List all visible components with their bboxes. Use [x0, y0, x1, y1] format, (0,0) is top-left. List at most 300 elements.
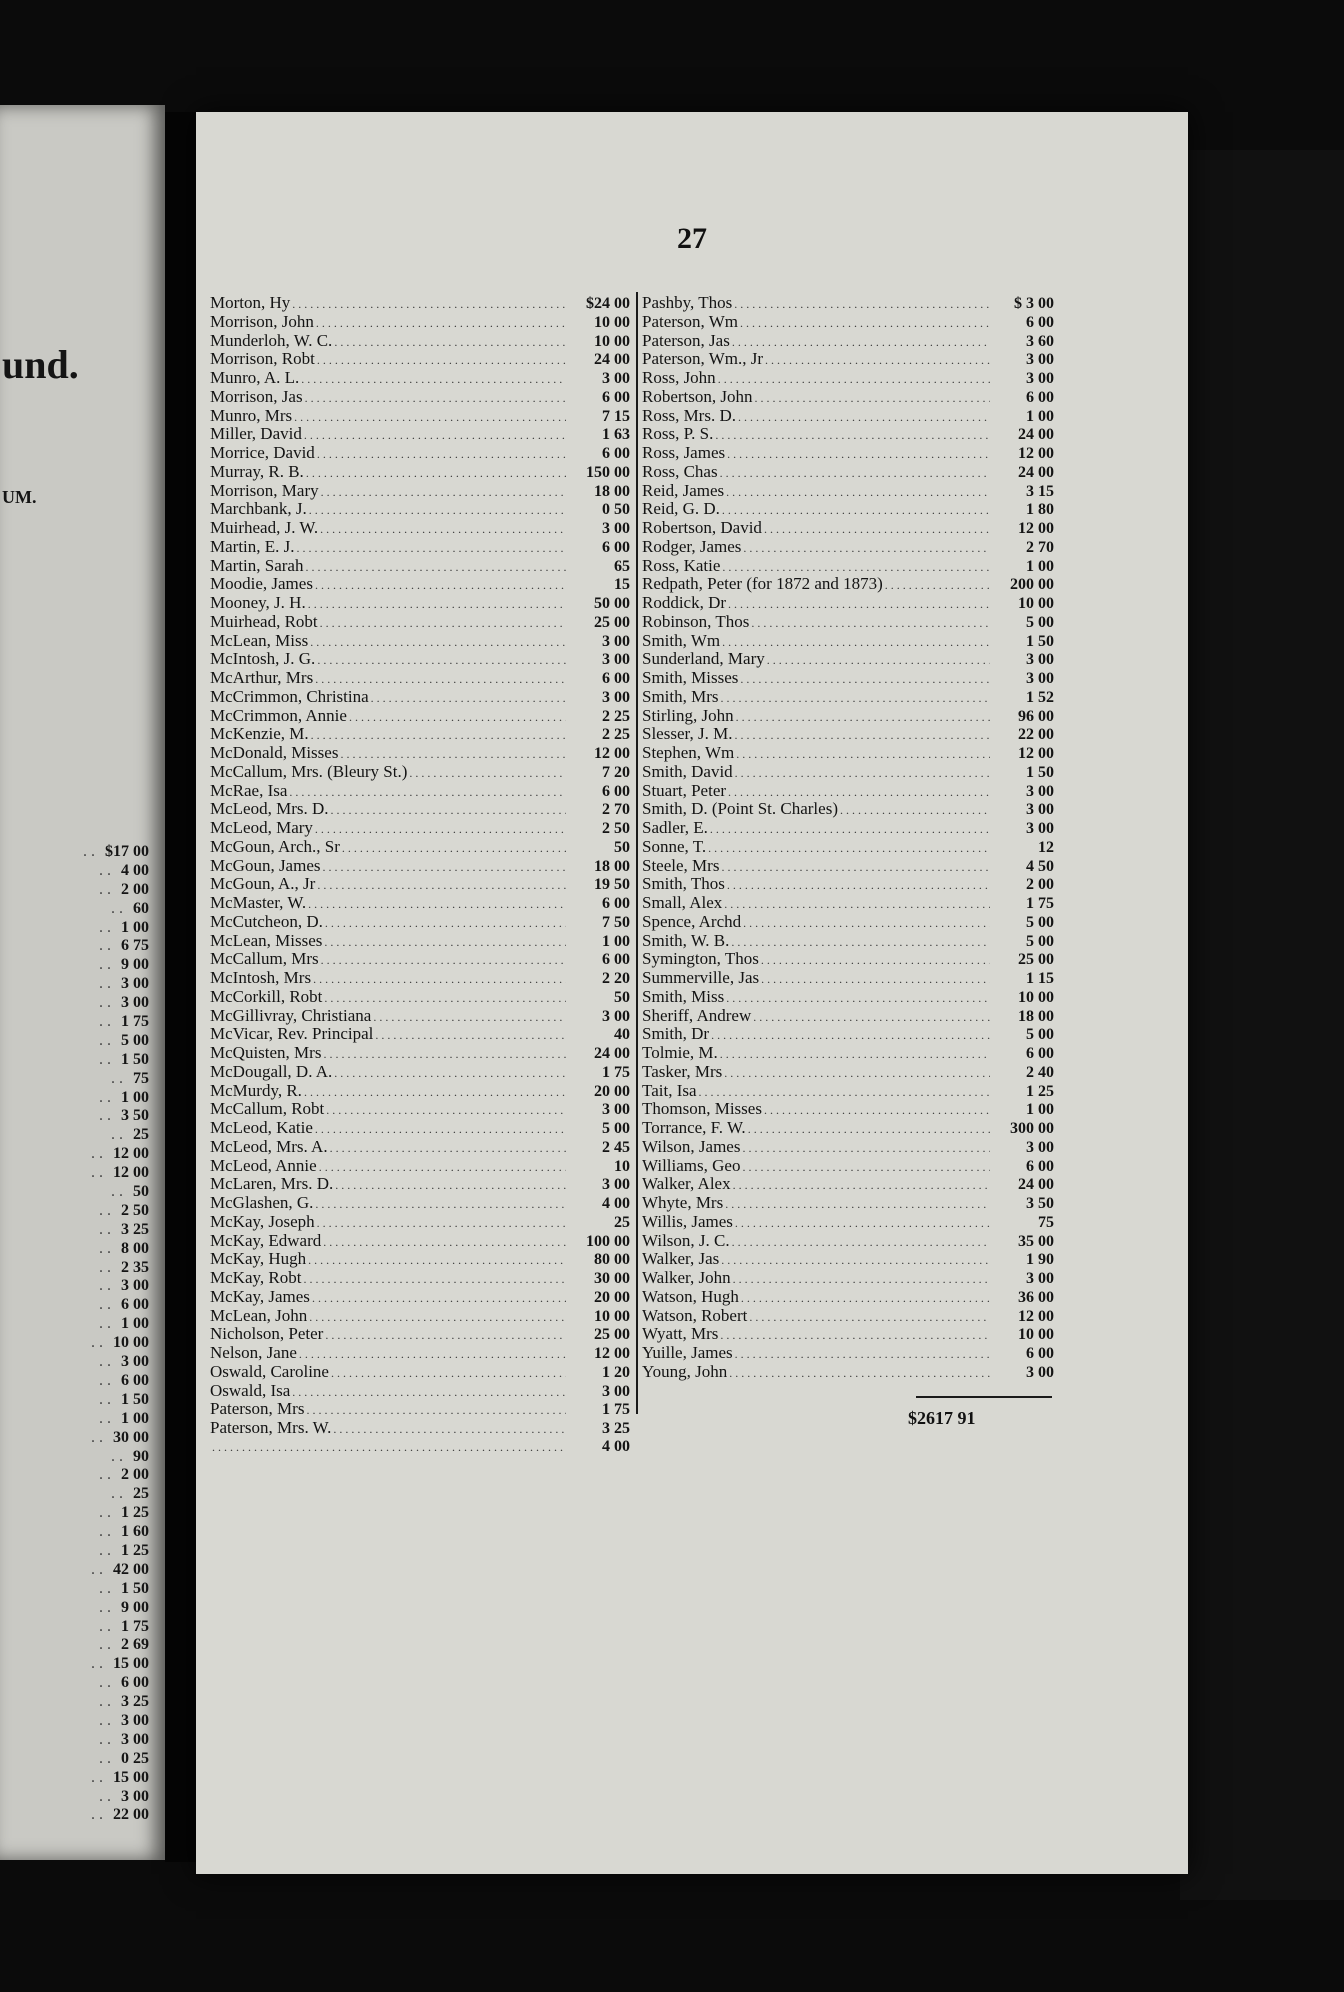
page-number: 27 [677, 222, 707, 255]
dot-leader [321, 483, 566, 502]
subscription-amount: 10 00 [1018, 595, 1054, 612]
subscription-amount: 3 00 [1026, 1270, 1054, 1287]
subscriber-name: Nicholson, Peter [210, 1324, 324, 1344]
subscription-amount: 3 00 [1026, 801, 1054, 819]
dot-leader [305, 558, 566, 577]
dot-leader [720, 464, 990, 483]
subscriber-name: McQuisten, Mrs [210, 1043, 322, 1062]
subscriber-row [642, 1157, 1054, 1176]
subscriber-row [210, 1063, 630, 1082]
subscriber-row [642, 369, 1054, 388]
subscriber-name: McKay, James [210, 1286, 310, 1306]
subscriber-row [210, 894, 630, 913]
subscription-amount: 12 [1038, 838, 1054, 856]
subscription-amount: 150 00 [586, 463, 630, 481]
subscription-amount: 25 [614, 1213, 630, 1231]
subscriber-row [642, 1082, 1054, 1101]
subscription-amount: 2 70 [602, 801, 630, 819]
facing-page-amount: . . 2 35 [29, 1259, 149, 1278]
subscription-amount: 4 00 [602, 1437, 630, 1455]
subscriber-row [210, 932, 630, 951]
dot-leader [708, 839, 990, 858]
facing-page-amount: . . 1 60 [29, 1523, 149, 1542]
facing-page-amount: . . 9 00 [29, 956, 149, 975]
facing-page-amount: . . 60 [29, 900, 149, 919]
subscriber-row [642, 1044, 1054, 1063]
facing-page-amount: . . 90 [29, 1448, 149, 1467]
subscriber-row [642, 613, 1054, 632]
subscriber-name: Smith, W. B. [642, 930, 730, 950]
subscriber-row [642, 1138, 1054, 1157]
subscription-amount: 3 00 [602, 520, 630, 537]
subscriber-row [642, 575, 1054, 594]
subscriber-name: Rodger, James [642, 536, 742, 556]
subscriber-name: McGlashen, G. [210, 1193, 314, 1212]
dot-leader [294, 408, 566, 427]
subscription-amount: 3 00 [1026, 670, 1054, 687]
subscription-amount: 6 00 [602, 951, 630, 969]
subscriber-row [210, 594, 630, 613]
subscriber-name: McDougall, D. A. [210, 1061, 333, 1081]
subscription-amount: 10 00 [594, 332, 630, 350]
facing-page-amount: . . 3 00 [29, 1788, 149, 1807]
facing-page-amount: . . 1 75 [29, 1618, 149, 1637]
dot-leader [840, 801, 990, 820]
subscriber-row [642, 857, 1054, 876]
dot-leader [375, 1026, 566, 1045]
subscriber-name: Thomson, Misses [642, 1099, 762, 1119]
subscription-amount: 1 90 [1026, 1251, 1054, 1269]
subscriber-row [642, 1325, 1054, 1344]
subscriber-row [642, 1025, 1054, 1044]
dot-leader [742, 1139, 990, 1158]
subscription-amount: 75 [1038, 1213, 1054, 1231]
subscriber-row [210, 482, 630, 501]
subscription-amount: 3 00 [602, 1176, 630, 1194]
subscription-amount: 1 00 [1026, 1101, 1054, 1119]
dot-leader [724, 895, 990, 914]
subscription-amount: 5 00 [1026, 932, 1054, 950]
facing-page-amount: . . $17 00 [29, 843, 149, 862]
subscriber-row [210, 557, 630, 576]
facing-page-amount: . . 2 69 [29, 1636, 149, 1655]
subscription-amount: 1 75 [602, 1401, 630, 1419]
subscriber-row [210, 725, 630, 744]
dot-leader [733, 1270, 990, 1289]
subscriber-name: Walker, Alex [642, 1174, 731, 1194]
dot-leader [761, 970, 990, 989]
subscriber-row [210, 1344, 630, 1363]
subscription-amount: 1 75 [602, 1063, 630, 1081]
subscriber-row [642, 1232, 1054, 1251]
subscriber-name: Sunderland, Mary [642, 649, 765, 669]
subscriber-name: Smith, Wm [642, 630, 721, 650]
subscription-amount: 22 00 [1018, 726, 1054, 744]
subscriber-name: Wilson, James [642, 1136, 741, 1156]
subscriber-name: McKay, Hugh [210, 1249, 307, 1269]
dot-leader [724, 1064, 990, 1083]
subscription-amount: 7 15 [602, 407, 630, 425]
subscriber-row [210, 425, 630, 444]
facing-page-amount: . . 4 00 [29, 862, 149, 881]
facing-page-amount: . . 50 [29, 1183, 149, 1202]
subscriber-row [642, 388, 1054, 407]
subscriber-name: McLean, Miss [210, 630, 309, 650]
subscription-amount: 6 00 [602, 445, 630, 462]
subscription-amount: 1 75 [1026, 895, 1054, 912]
dot-leader [311, 726, 566, 745]
subscriber-row [210, 650, 630, 669]
subscriber-name: Stuart, Peter [642, 780, 727, 800]
subscriber-row [642, 763, 1054, 782]
subscriber-name: Miller, David [210, 424, 302, 444]
subscriber-row [210, 1175, 630, 1194]
dot-leader [319, 1158, 566, 1177]
subscriber-name: Sonne, T. [642, 836, 707, 856]
dot-leader [718, 370, 990, 389]
subscriber-name: Ross, James [642, 443, 726, 462]
dot-leader [315, 1195, 566, 1214]
subscription-amount: $24 00 [586, 295, 630, 312]
dot-leader [349, 708, 566, 727]
subscription-amount: 2 00 [1026, 876, 1054, 894]
dot-leader [320, 614, 566, 633]
subscription-amount: 1 50 [1026, 632, 1054, 650]
subscriber-name: Robinson, Thos [642, 611, 750, 631]
subscription-amount: 1 00 [602, 932, 630, 950]
subscriber-name: McCutcheon, D. [210, 911, 323, 931]
dot-leader [292, 1383, 566, 1402]
subscriber-row [210, 1100, 630, 1119]
facing-page-amount: . . 3 00 [29, 1712, 149, 1731]
subscriber-name: McCallum, Mrs. (Bleury St.) [210, 761, 408, 781]
subscriber-name: Tolmie, M. [642, 1043, 718, 1062]
subscriber-name: Whyte, Mrs [642, 1193, 724, 1212]
subscriber-name: Young, John [642, 1361, 728, 1381]
dot-leader [330, 1139, 566, 1158]
subscriber-row [642, 707, 1054, 726]
dot-leader [340, 745, 566, 764]
subscription-amount: 3 00 [602, 1382, 630, 1400]
subscriber-row [210, 800, 630, 819]
subscriber-name: Symington, Thos [642, 949, 759, 969]
subscription-amount: 12 00 [1018, 745, 1054, 762]
dot-leader [728, 595, 990, 614]
subscriber-row [642, 1363, 1054, 1382]
dot-leader [409, 764, 566, 783]
facing-page-amount: . . 2 00 [29, 1466, 149, 1485]
subscriber-row [642, 932, 1054, 951]
facing-page-amount: . . 25 [29, 1485, 149, 1504]
subscriber-name: Morrice, David [210, 443, 315, 462]
subscriber-name: Redpath, Peter (for 1872 and 1873) [642, 574, 883, 594]
facing-page-amount: . . 2 00 [29, 881, 149, 900]
dot-leader [304, 426, 566, 445]
subscription-amount: $ 3 00 [1014, 295, 1054, 312]
subscription-amount: 12 00 [1018, 1307, 1054, 1325]
subscriber-row [642, 1288, 1054, 1307]
dot-leader [334, 333, 566, 352]
subscriber-row [642, 894, 1054, 913]
subscriber-name: Smith, Mrs [642, 686, 719, 706]
dot-leader [315, 1120, 566, 1139]
subscriber-row [642, 538, 1054, 557]
subscription-amount: 2 25 [602, 707, 630, 725]
dot-leader [324, 989, 566, 1008]
subscriber-row [210, 875, 630, 894]
subscription-amount: 19 50 [594, 876, 630, 894]
dot-leader [721, 858, 990, 877]
subscriber-row [642, 1194, 1054, 1213]
subscriber-name: Summerville, Jas [642, 968, 760, 987]
subscriber-row [642, 594, 1054, 613]
facing-page-amount: . . 1 00 [29, 1410, 149, 1429]
dot-leader [736, 708, 990, 727]
subscription-amount: 3 00 [602, 632, 630, 650]
subscription-amount: 65 [614, 557, 630, 575]
dot-leader [317, 445, 566, 464]
subscriber-name: Sadler, E. [642, 818, 708, 837]
dot-leader [325, 1326, 566, 1345]
subscription-amount: 5 00 [1026, 613, 1054, 631]
dot-leader [729, 1364, 990, 1383]
dot-leader [316, 314, 566, 333]
subscription-amount: 25 00 [1018, 951, 1054, 969]
dot-leader [726, 483, 990, 502]
subscriber-name: Walker, Jas [642, 1249, 720, 1269]
subscriber-row [210, 1044, 630, 1063]
facing-page-amount: . . 22 00 [29, 1806, 149, 1825]
subscriber-row [210, 913, 630, 932]
subscriber-name: Watson, Hugh [642, 1286, 739, 1306]
subscriber-name: Reid, James [642, 480, 725, 500]
subscription-amount: 15 [614, 576, 630, 594]
subscription-amount: 2 70 [1026, 538, 1054, 556]
dot-leader [315, 820, 566, 839]
dot-leader [308, 1251, 566, 1270]
dot-leader [325, 914, 566, 933]
subscription-amount: 25 00 [594, 1326, 630, 1344]
subscriber-name: Smith, David [642, 761, 733, 781]
facing-page-amount: . . 30 00 [29, 1429, 149, 1448]
dot-leader [306, 464, 566, 483]
subscription-amount: 1 52 [1026, 688, 1054, 706]
subscriber-row [210, 313, 630, 332]
subscriber-row [642, 744, 1054, 763]
subscriber-name: Williams, Geo [642, 1155, 741, 1175]
subscription-amount: 20 00 [594, 1288, 630, 1306]
subscriber-row [642, 350, 1054, 369]
subscription-amount: 3 00 [602, 1101, 630, 1119]
subscriber-row [210, 1138, 630, 1157]
subscriber-row [210, 744, 630, 763]
dot-leader [732, 333, 990, 352]
dot-leader [735, 1345, 990, 1364]
subscription-amount: 6 00 [1026, 1345, 1054, 1362]
subscriber-row [210, 1157, 630, 1176]
subscriber-name: Steele, Mrs [642, 855, 720, 875]
subscriber-name: McGoun, James [210, 855, 321, 875]
dot-leader [373, 1008, 566, 1027]
subscriber-name: McCrimmon, Christina [210, 686, 369, 706]
subscriber-name: Muirhead, J. W. [210, 518, 319, 537]
dot-leader [749, 1308, 990, 1327]
dot-leader [727, 876, 990, 895]
facing-page-amount: . . 1 00 [29, 1315, 149, 1334]
dot-leader [743, 539, 990, 558]
subscriber-name: Munro, A. L. [210, 368, 300, 387]
subscription-amount: 5 00 [1026, 1026, 1054, 1044]
subscriber-name: Marchbank, J. [210, 499, 307, 519]
subscriber-name: Robertson, David [642, 518, 762, 537]
dot-leader [331, 801, 566, 820]
dot-leader [212, 1438, 566, 1457]
subscriber-row [210, 388, 630, 407]
subscriber-name: McLeod, Mrs. A. [210, 1136, 328, 1156]
subscriber-row [210, 988, 630, 1007]
dot-leader [335, 1176, 566, 1195]
subscriber-row [210, 1250, 630, 1269]
subscriber-row [210, 1194, 630, 1213]
subscriber-name: McGillivray, Christiana [210, 1005, 372, 1025]
subscription-amount: 12 00 [594, 1345, 630, 1362]
dot-leader [741, 1289, 990, 1308]
subscriber-name: Oswald, Caroline [210, 1361, 329, 1381]
subscriber-name: Martin, E. J. [210, 536, 295, 556]
subscription-amount: 3 50 [1026, 1195, 1054, 1212]
subscription-amount: 3 25 [602, 1420, 630, 1437]
subscription-amount: 10 00 [594, 313, 630, 331]
page [196, 112, 1188, 1874]
subscription-amount: 0 50 [602, 501, 630, 519]
subscription-amount: 10 00 [1018, 988, 1054, 1006]
dot-leader [751, 614, 990, 633]
subscription-amount: 25 00 [594, 613, 630, 631]
subscriber-name: Paterson, Mrs [210, 1399, 305, 1419]
dot-leader [308, 595, 566, 614]
subscriber-row [642, 444, 1054, 463]
subscriber-row [642, 1344, 1054, 1363]
subscriber-row [642, 725, 1054, 744]
subscriber-row [210, 1419, 630, 1438]
subscriber-name: Roddick, Dr [642, 593, 727, 612]
subscriber-row [210, 1007, 630, 1026]
subscription-amount: 3 00 [602, 651, 630, 669]
subscriber-row [210, 350, 630, 369]
subscriber-row [210, 463, 630, 482]
dot-leader [309, 501, 566, 520]
facing-page [0, 105, 165, 1860]
dot-leader [323, 1045, 566, 1064]
facing-page-amount: . . 1 00 [29, 1089, 149, 1108]
subscriber-name: Ross, Mrs. D. [642, 405, 736, 425]
subscription-amount: 6 00 [602, 895, 630, 912]
dot-leader [322, 858, 566, 877]
dot-leader [733, 1176, 990, 1195]
subscriber-name: Morton, Hy [210, 293, 291, 312]
subscriber-row [210, 575, 630, 594]
subscriber-row [210, 1438, 630, 1457]
subscription-amount: 80 00 [594, 1251, 630, 1269]
subscription-amount: 1 80 [1026, 501, 1054, 519]
subscription-amount: 24 00 [1018, 426, 1054, 444]
dot-leader [885, 576, 990, 595]
subscriber-row [210, 707, 630, 726]
subscription-amount: 24 00 [594, 1045, 630, 1062]
subscription-amount: 6 00 [602, 538, 630, 556]
subscriber-row [210, 688, 630, 707]
subscriber-name: Mooney, J. H. [210, 593, 306, 612]
facing-page-amount: . . 12 00 [29, 1164, 149, 1183]
subscription-amount: 35 00 [1018, 1232, 1054, 1250]
subscription-amount: 200 00 [1010, 576, 1054, 594]
facing-page-amount: . . 6 00 [29, 1296, 149, 1315]
facing-page-amount: . . 12 00 [29, 1145, 149, 1164]
subscriber-row [210, 819, 630, 838]
book-gutter [165, 112, 197, 1862]
dot-leader [720, 1045, 990, 1064]
subscriber-name: McKay, Joseph [210, 1211, 315, 1231]
subscriber-row [210, 1025, 630, 1044]
subscriber-row [210, 669, 630, 688]
subscriber-row [642, 1175, 1054, 1194]
subscriber-name: McGoun, Arch., Sr [210, 836, 340, 856]
subscriber-name: Walker, John [642, 1268, 731, 1287]
subscription-amount: 7 50 [602, 913, 630, 931]
subscription-amount: 1 25 [1026, 1082, 1054, 1100]
subscriber-name: McIntosh, J. G. [210, 649, 316, 669]
dot-leader [765, 351, 990, 370]
dot-leader [738, 408, 990, 427]
subscription-amount: 18 00 [1018, 1007, 1054, 1025]
dot-leader [313, 970, 566, 989]
subscriber-row [210, 838, 630, 857]
subscriber-row [210, 1269, 630, 1288]
facing-page-amount: . . 3 50 [29, 1107, 149, 1126]
subscriber-row [210, 969, 630, 988]
facing-page-amount: . . 3 25 [29, 1221, 149, 1240]
subscriber-name: Oswald, Isa [210, 1380, 291, 1400]
subscriber-row [210, 1400, 630, 1419]
subscriber-name: Tait, Isa [642, 1080, 697, 1100]
subscriber-name: Watson, Robert [642, 1305, 748, 1325]
dot-leader [734, 295, 990, 314]
facing-page-amount: . . 42 00 [29, 1561, 149, 1580]
facing-page-amount: . . 1 50 [29, 1051, 149, 1070]
total-amount: $2617 91 [908, 1408, 976, 1428]
subscriber-row [210, 1307, 630, 1326]
subscriber-row [210, 294, 630, 313]
subscription-amount: 10 00 [594, 1307, 630, 1325]
subscriber-row [210, 1382, 630, 1401]
dot-leader [317, 351, 566, 370]
dot-leader [308, 895, 566, 914]
subscriber-name: McArthur, Mrs [210, 668, 314, 687]
facing-page-amount: . . 15 00 [29, 1655, 149, 1674]
facing-page-amount: . . 1 25 [29, 1542, 149, 1561]
subscription-amount: 24 00 [1018, 463, 1054, 481]
subscriber-name: McMaster, W. [210, 893, 307, 912]
subscriber-name: Small, Alex [642, 893, 723, 912]
book-edge [1180, 150, 1344, 1900]
subscriber-row [642, 1269, 1054, 1288]
subscriber-row [642, 313, 1054, 332]
subscriber-name: Spence, Archd [642, 911, 742, 931]
column-divider [636, 292, 638, 1414]
subscriber-name: Yuille, James [642, 1343, 733, 1362]
subscriber-name: McLaren, Mrs. D. [210, 1174, 334, 1194]
dot-leader [715, 426, 990, 445]
